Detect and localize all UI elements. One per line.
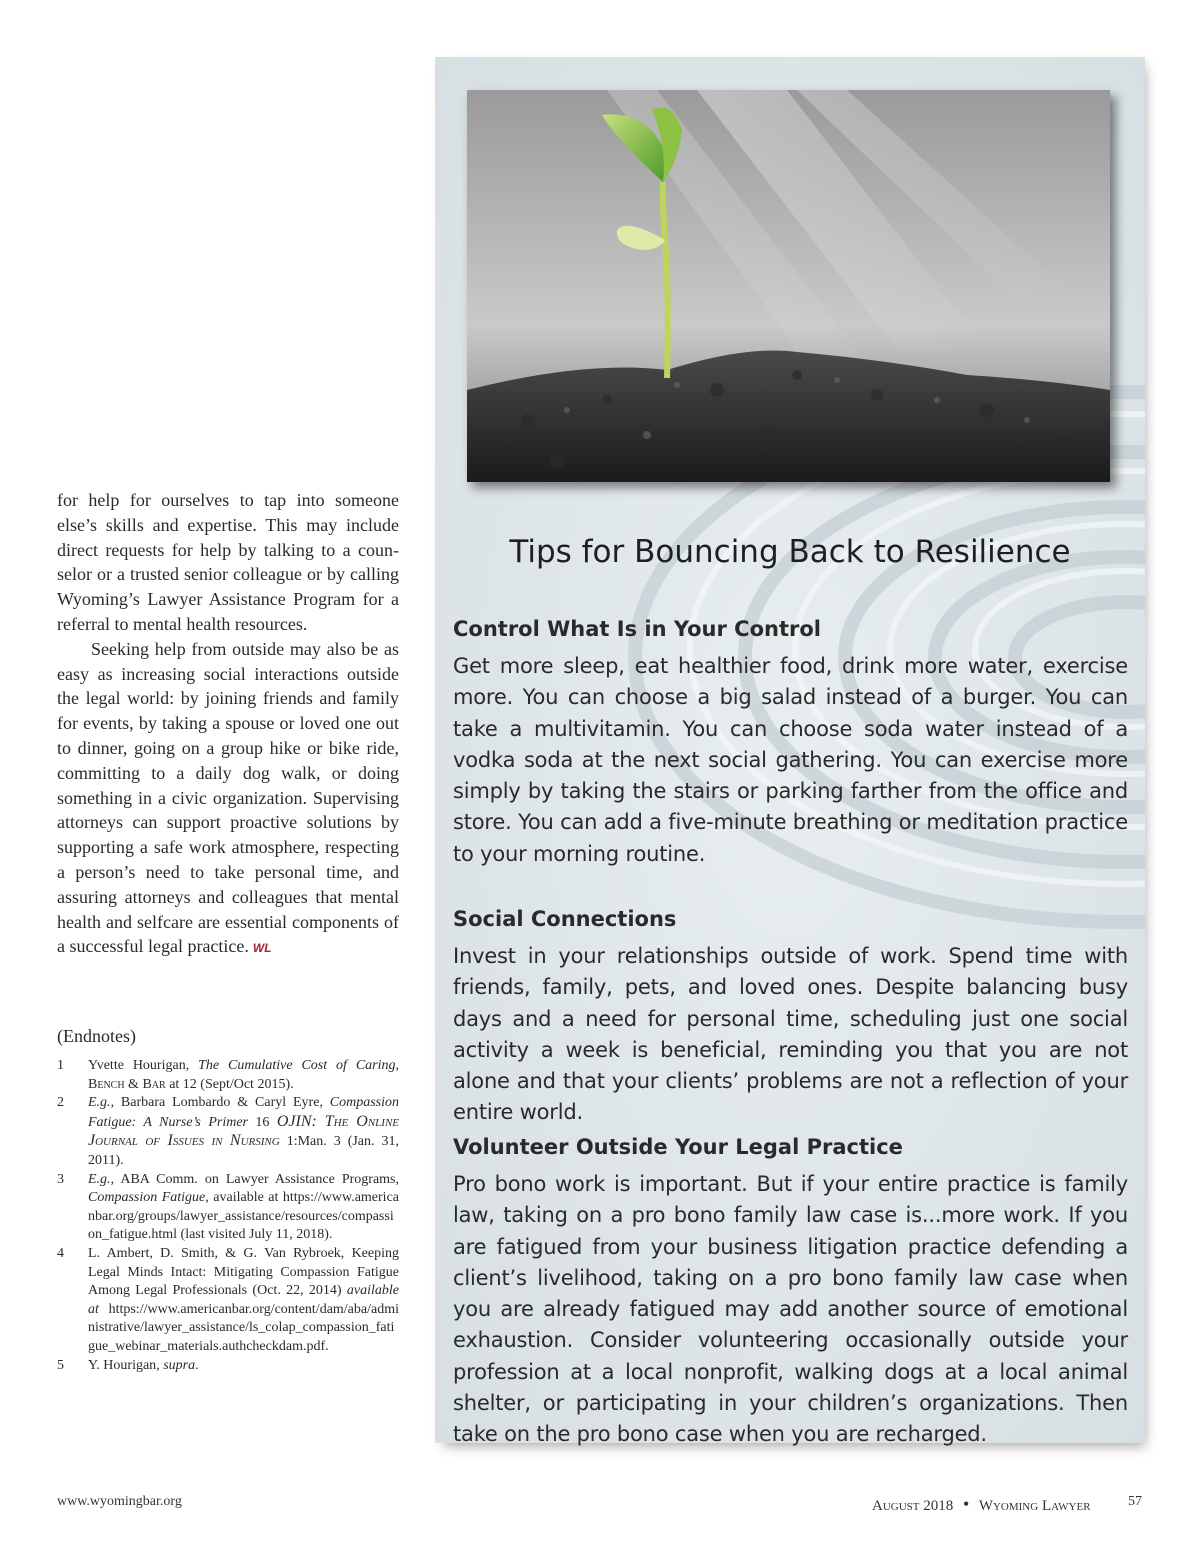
endnote xyxy=(57,1357,399,1376)
seedling-image xyxy=(467,90,1110,482)
footer-website: www.wyomingbar.org xyxy=(57,1494,182,1509)
article-column xyxy=(57,488,399,961)
tip-heading: Volunteer Outside Your Legal Practice xyxy=(453,1135,903,1159)
seedling-photo xyxy=(467,90,1110,482)
endnote-text: L. Ambert, D. Smith, & G. Van Rybroek, Keeping Legal Minds Intact: Mitigating Compassion Fatigue Among Legal Professionals (Oct. 22, 2014) available at https://www.americanbar.org/content/dam/aba/administrative/lawyer_assistance/ls_colap_compassion_fatigue_webinar_materials.authcheckdam.pdf. xyxy=(88,1245,399,1354)
endnote-text: Y. Hourigan, supra. xyxy=(88,1357,199,1373)
tip-section xyxy=(453,907,1128,1129)
article-paragraph: for help for ourselves to tap into someone else’s skills and expertise. This may include direct requests for help by talking to a counselor or a trusted senior colleague or by calling Wyoming’s Lawyer Assistance Program for a referral to mental health resources. xyxy=(57,490,399,634)
article-paragraph xyxy=(57,637,399,961)
endnote-number: 3 xyxy=(57,1171,64,1187)
endnote xyxy=(57,1245,399,1357)
article-paragraph-text: Seeking help from outside may also be as easy as increasing social interactions outside the legal world: by joining friends and family for events, by taking a spouse or loved one out to dinner, going on a group hike or bike ride, committing to a daily dog walk, or doing something in a civic organization. Supervising attorneys can support proactive solutions by supporting a safe work atmosphere, respecting a person’s need to take personal time, and assuring attorneys and colleagues that mental health and selfcare are essential components of a successful legal practice. xyxy=(57,638,399,957)
footer-bullet: • xyxy=(963,1494,970,1514)
endnote xyxy=(57,1094,399,1170)
endnote xyxy=(57,1171,399,1245)
endnote-number: 5 xyxy=(57,1357,64,1373)
tip-body: Get more sleep, eat healthier food, drink more water, exercise more. You can choose a big salad instead of a burger. You can take a multivitamin. You can choose soda water instead of a vodka soda at the next social gathering. You can exercise more simply by taking the stairs or parking farther from the office and store. You can add a five-minute breathing or meditation practice to your morning routine. xyxy=(453,654,1128,866)
sidebar-title: Tips for Bouncing Back to Resilience xyxy=(509,534,1071,570)
endnotes-list xyxy=(57,1057,399,1375)
endnote xyxy=(57,1057,399,1094)
end-mark: WL xyxy=(252,941,272,956)
tip-body: Invest in your relationships outside of work. Spend time with friends, family, pets, and loved ones. Despite balancing busy days and a need for personal time, scheduling just one social activity a week is beneficial, reminding you that you are not alone and that your clients’ problems are not a reflection of your entire world. xyxy=(453,944,1128,1125)
tip-body: Pro bono work is important. But if your entire practice is family law, taking on a pro bono family law case is...more work. If you are fatigued from your business litigation practice defending a client’s livelihood, taking on a pro bono family law case when you are already fatigued may add another source of emotional exhaustion. Consider volunteering occasionally outside your profession at a local nonprofit, walking dogs at a local animal shelter, or participating in your children’s organizations. Then take on the pro bono case when you are recharged. xyxy=(453,1172,1128,1447)
footer-issue: August 2018 xyxy=(872,1498,954,1514)
tip-section xyxy=(453,1135,1128,1451)
endnote-number: 1 xyxy=(57,1058,64,1073)
footer-publication: Wyoming Lawyer xyxy=(978,1498,1091,1514)
endnote-text: E.g., ABA Comm. on Lawyer Assistance Programs, Compassion Fatigue, available at https://www.americanbar.org/groups/lawyer_assistance/resources/compassion_fatigue.html (last visited July 11, 2018). xyxy=(88,1171,400,1243)
endnote-text: E.g., Barbara Lombardo & Caryl Eyre, Compassion Fatigue: A Nurse’s Primer 16 OJIN: The Online Journal of Issues in Nursing 1:Man. 3 (Jan. 31, 2011). xyxy=(88,1095,400,1168)
footer-issue-line xyxy=(872,1494,1091,1515)
endnote-text: Yvette Hourigan, The Cumulative Cost of Caring, Bench & Bar at 12 (Sept/Oct 2015). xyxy=(88,1058,399,1092)
page-number: 57 xyxy=(1128,1494,1142,1509)
endnote-number: 2 xyxy=(57,1095,64,1111)
tip-section xyxy=(453,617,1128,870)
tip-heading: Social Connections xyxy=(453,907,677,931)
tip-heading: Control What Is in Your Control xyxy=(453,617,821,641)
endnotes-title: (Endnotes) xyxy=(57,1026,136,1046)
endnote-number: 4 xyxy=(57,1245,64,1261)
